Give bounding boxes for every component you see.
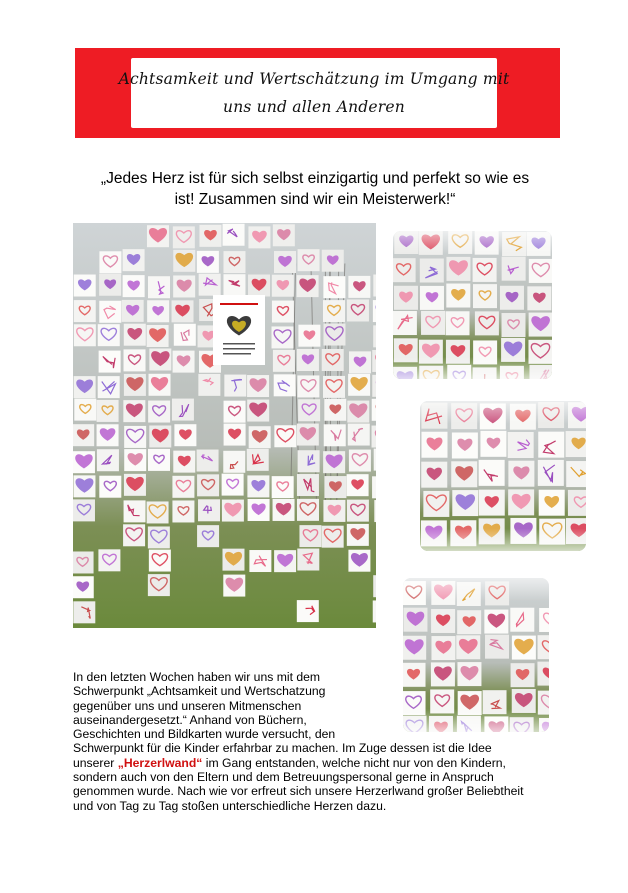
quote-line-2: ist! Zusammen sind wir ein Meisterwerk!“ <box>174 191 456 208</box>
body-line: Schwerpunkt für die Kinder erfahrbar zu machen. Im Zuge dessen ist die Idee <box>73 741 492 756</box>
heart-wall-closeup-2-icon <box>420 401 586 551</box>
body-line: Geschichten und Bildkarten wurde versucht, den <box>73 727 336 742</box>
title-line-2: uns und allen Anderen <box>223 98 405 116</box>
body-line-post: im Gang entstanden, welche nicht nur von den Kindern, <box>202 755 506 770</box>
title-line-1: Achtsamkeit und Wertschätzung im Umgang mit <box>118 70 510 88</box>
body-line: genommen wurde. Nach wie vor erfreut sich unsere Herzerlwand großer Beliebtheit <box>73 784 524 799</box>
body-line: auseinandergesetzt.“ Anhand von Büchern, <box>73 712 307 727</box>
heart-wall-photo-icon <box>73 223 376 628</box>
title-box <box>118 58 510 128</box>
title-banner <box>75 48 560 138</box>
quote-line-1: „Jedes Herz ist für sich selbst einzigartig und perfekt so wie es <box>100 170 530 187</box>
body-line: gegenüber uns und unseren Mitmenschen <box>73 698 302 713</box>
heart-wall-closeup-1 <box>393 231 552 379</box>
heart-wall-closeup-1-icon <box>393 231 552 379</box>
body-line: und von Tag zu Tag stoßen unterschiedliche Herzen dazu. <box>73 798 387 813</box>
body-line: In den letzten Wochen haben wir uns mit dem <box>73 670 321 684</box>
body-line: Schwerpunkt „Achtsamkeit und Wertschatzung <box>73 684 326 699</box>
quote <box>70 168 560 210</box>
body-text <box>73 670 523 813</box>
body-line: sondern auch von den Eltern und dem Betreuungspersonal gerne in Anspruch <box>73 770 494 785</box>
heart-wall-photo <box>73 223 376 628</box>
heart-wall-closeup-2 <box>420 401 586 551</box>
herzerlwand-highlight: „Herzerlwand“ <box>117 755 203 770</box>
body-line-pre: unserer <box>73 755 118 770</box>
body-line <box>73 756 523 770</box>
